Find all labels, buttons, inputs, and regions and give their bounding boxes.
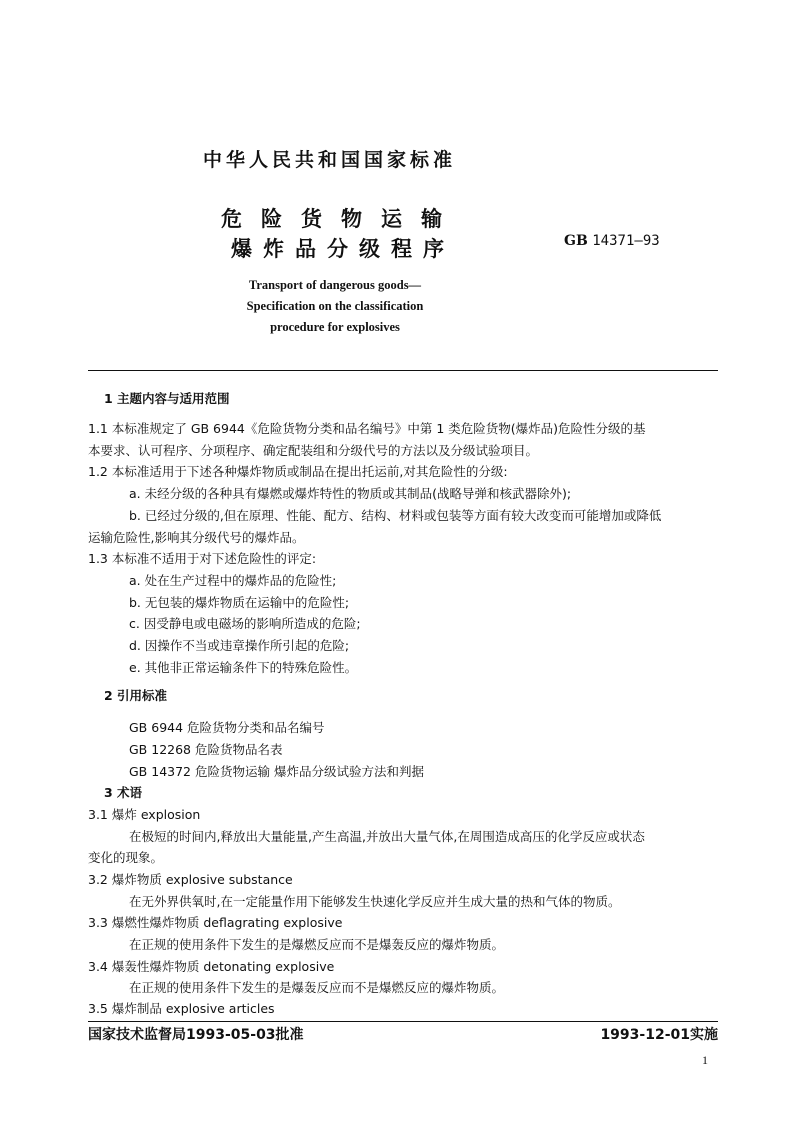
term-3-3: 3.3 爆燃性爆炸物质 deflagrating explosive xyxy=(88,915,343,930)
clause-1-2: 1.2 本标准适用于下述各种爆炸物质或制品在提出托运前,对其危险性的分级: xyxy=(88,464,508,479)
approval-line: 国家技术监督局1993-05-03批准 xyxy=(88,1027,304,1043)
english-title-line-2: Specification on the classification xyxy=(246,299,424,313)
term-3-2: 3.2 爆炸物质 explosive substance xyxy=(88,872,293,887)
reference-gb12268: GB 12268 危险货物品名表 xyxy=(129,742,283,757)
reference-gb14372: GB 14372 危险货物运输 爆炸品分级试验方法和判据 xyxy=(129,764,424,779)
clause-1-1: 1.1 本标准规定了 GB 6944《危险货物分类和品名编号》中第 1 类危险货物(爆炸品)危险性分级的基 xyxy=(88,421,646,436)
item-1-3-d: d. 因操作不当或违章操作所引起的危险; xyxy=(129,638,350,653)
clause-1-1-cont: 本要求、认可程序、分项程序、确定配装组和分级代号的方法以及分级试验项目。 xyxy=(88,443,539,458)
item-1-3-c: c. 因受静电或电磁场的影响所造成的危险; xyxy=(129,616,361,631)
item-1-2-b: b. 已经过分级的,但在原理、性能、配方、结构、材料或包装等方面有较大改变而可能增加或降低 xyxy=(129,508,662,523)
gb-number: 14371—93 xyxy=(592,233,660,249)
item-1-2-b-cont: 运输危险性,影响其分级代号的爆炸品。 xyxy=(88,530,305,545)
item-1-2-a: a. 未经分级的各种具有爆燃或爆炸特性的物质或其制品(战略导弹和核武器除外); xyxy=(129,486,572,501)
document-title-line-2: 爆炸品分级程序 xyxy=(231,237,455,261)
section-2-heading: 2 引用标准 xyxy=(104,688,168,703)
term-3-1: 3.1 爆炸 explosion xyxy=(88,807,201,822)
term-3-1-definition-cont: 变化的现象。 xyxy=(88,850,164,865)
page-number: 1 xyxy=(702,1053,708,1067)
term-3-4-definition: 在正规的使用条件下发生的是爆轰反应而不是爆燃反应的爆炸物质。 xyxy=(129,980,505,995)
clause-1-3: 1.3 本标准不适用于对下述危险性的评定: xyxy=(88,551,317,566)
top-divider xyxy=(88,370,718,371)
document-title-line-1: 危险货物运输 xyxy=(221,207,461,231)
standard-type-heading: 中华人民共和国国家标准 xyxy=(203,149,457,171)
term-3-4: 3.4 爆轰性爆炸物质 detonating explosive xyxy=(88,959,335,974)
item-1-3-b: b. 无包装的爆炸物质在运输中的危险性; xyxy=(129,595,350,610)
item-1-3-a: a. 处在生产过程中的爆炸品的危险性; xyxy=(129,573,337,588)
term-3-3-definition: 在正规的使用条件下发生的是爆燃反应而不是爆轰反应的爆炸物质。 xyxy=(129,937,505,952)
gb-prefix: GB xyxy=(564,233,588,249)
section-1-heading: 1 主题内容与适用范围 xyxy=(104,391,230,406)
bottom-divider xyxy=(88,1021,718,1022)
term-3-2-definition: 在无外界供氧时,在一定能量作用下能够发生快速化学反应并生成大量的热和气体的物质。 xyxy=(129,894,621,909)
item-1-3-e: e. 其他非正常运输条件下的特殊危险性。 xyxy=(129,660,358,675)
term-3-5: 3.5 爆炸制品 explosive articles xyxy=(88,1001,275,1016)
term-3-1-definition: 在极短的时间内,释放出大量能量,产生高温,并放出大量气体,在周围造成高压的化学反应或状态 xyxy=(129,829,645,844)
english-title-line-1: Transport of dangerous goods— xyxy=(248,278,422,292)
english-title-line-3: procedure for explosives xyxy=(270,320,400,334)
effective-date: 1993-12-01实施 xyxy=(600,1027,718,1043)
section-3-heading: 3 术语 xyxy=(104,785,143,800)
reference-gb6944: GB 6944 危险货物分类和品名编号 xyxy=(129,720,325,735)
standard-number xyxy=(564,233,660,249)
